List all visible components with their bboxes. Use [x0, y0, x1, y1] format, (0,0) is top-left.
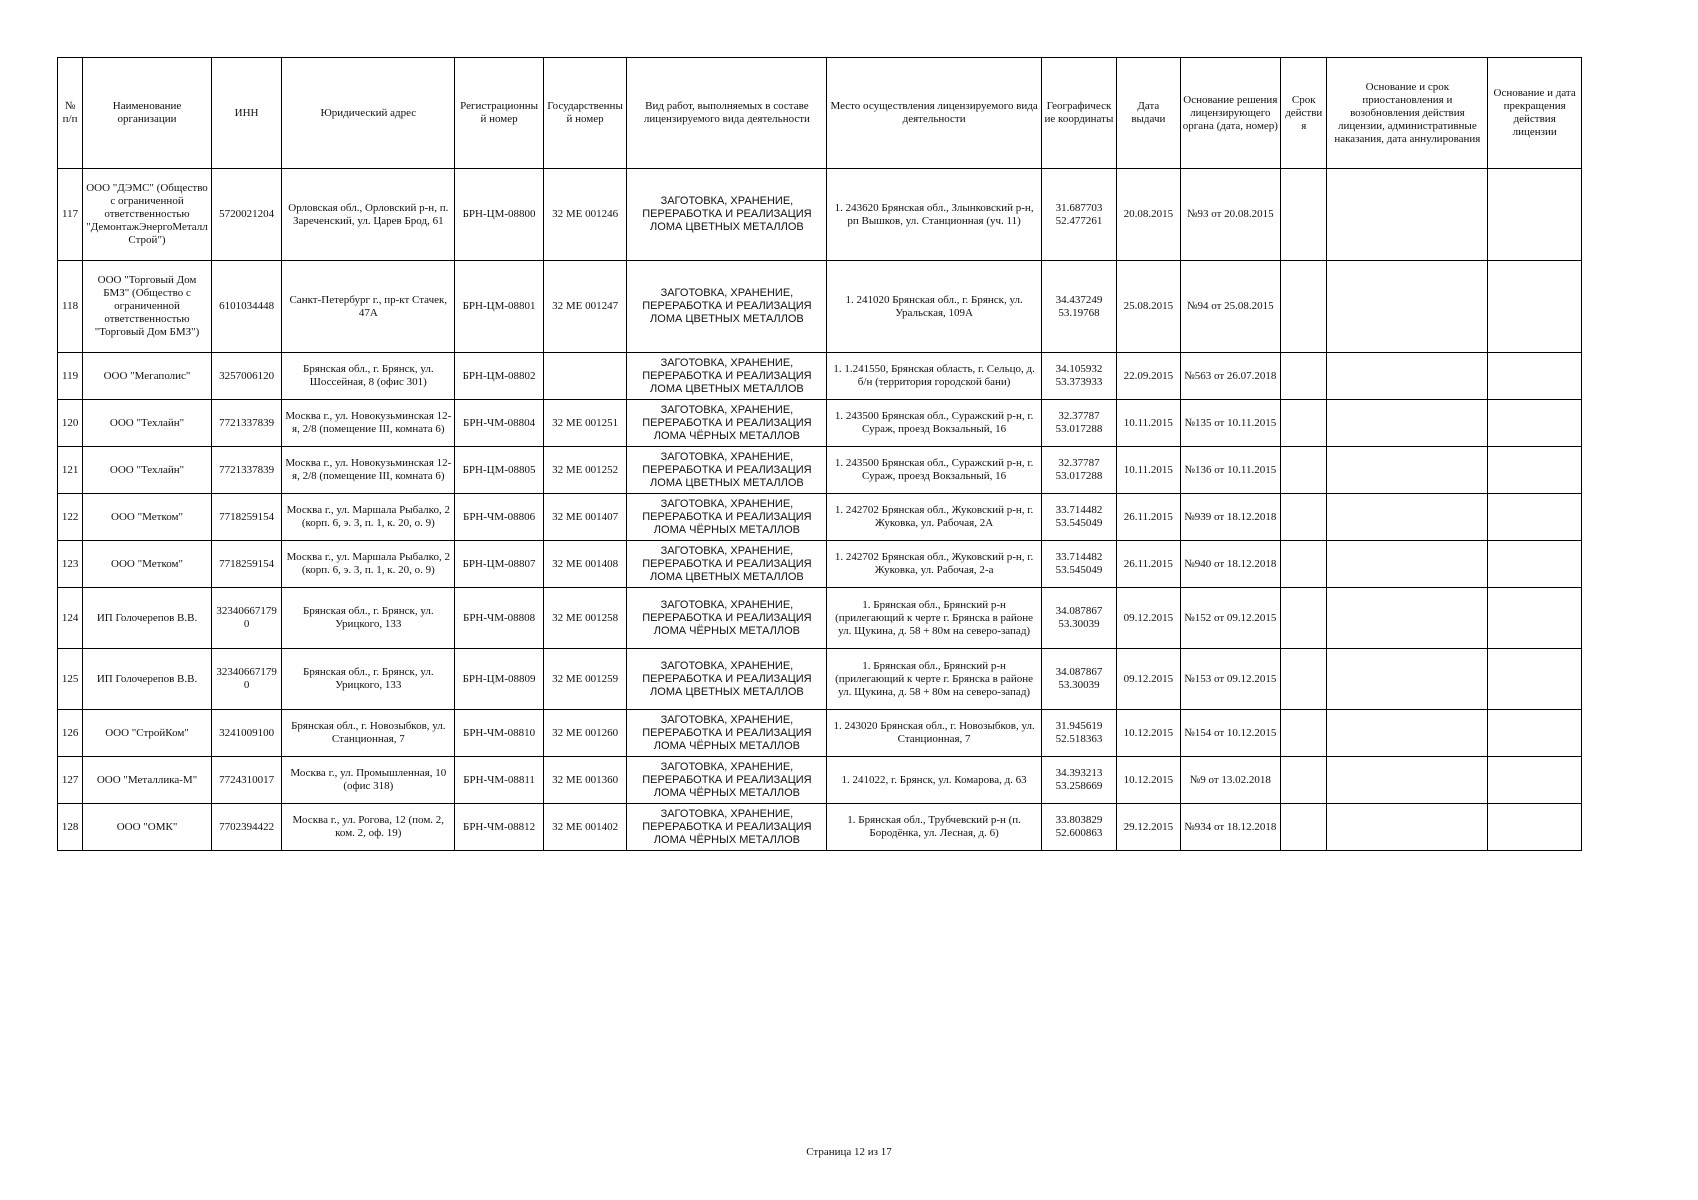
cell-num: 125 — [58, 649, 83, 710]
cell-date: 09.12.2015 — [1117, 588, 1180, 649]
cell-term — [1281, 541, 1327, 588]
cell-coords: 33.714482 53.545049 — [1041, 494, 1116, 541]
cell-org: ООО "СтройКом" — [83, 710, 212, 757]
header-date: Дата выдачи — [1117, 58, 1180, 169]
cell-date: 10.12.2015 — [1117, 757, 1180, 804]
cell-coords: 34.393213 53.258669 — [1041, 757, 1116, 804]
cell-org: ИП Голочерепов В.В. — [83, 588, 212, 649]
cell-kind: ЗАГОТОВКА, ХРАНЕНИЕ, ПЕРЕРАБОТКА И РЕАЛИЗАЦИЯ ЛОМА ЦВЕТНЫХ МЕТАЛЛОВ — [627, 261, 827, 353]
cell-term — [1281, 447, 1327, 494]
cell-num: 123 — [58, 541, 83, 588]
cell-num: 118 — [58, 261, 83, 353]
cell-suspend — [1327, 494, 1488, 541]
cell-date: 10.11.2015 — [1117, 400, 1180, 447]
cell-inn: 6101034448 — [211, 261, 281, 353]
cell-coords: 33.803829 52.600863 — [1041, 804, 1116, 851]
cell-inn: 3241009100 — [211, 710, 281, 757]
cell-address: Москва г., ул. Новокузьминская 12-я, 2/8 (помещение III, комната 6) — [282, 400, 455, 447]
cell-address: Москва г., ул. Маршала Рыбалко, 2 (корп. 6, э. 3, п. 1, к. 20, о. 9) — [282, 541, 455, 588]
header-num: № п/п — [58, 58, 83, 169]
cell-state: 32 МЕ 001252 — [543, 447, 626, 494]
cell-place: 1. Брянская обл., Брянский р-н (прилегающий к черте г. Брянска в районе ул. Щукина, д. 58 + 80м на северо-запад) — [827, 649, 1041, 710]
cell-stop — [1488, 400, 1582, 447]
cell-basis: №152 от 09.12.2015 — [1180, 588, 1281, 649]
cell-suspend — [1327, 353, 1488, 400]
cell-org: ООО "ОМК" — [83, 804, 212, 851]
cell-stop — [1488, 494, 1582, 541]
cell-reg: БРН-ЧМ-08806 — [455, 494, 544, 541]
cell-coords: 31.687703 52.477261 — [1041, 169, 1116, 261]
cell-org: ООО "Торговый Дом БМЗ" (Общество с ограниченной ответственностью "Торговый Дом БМЗ") — [83, 261, 212, 353]
cell-address: Брянская обл., г. Брянск, ул. Шоссейная, 8 (офис 301) — [282, 353, 455, 400]
cell-place: 1. 1.241550, Брянская область, г. Сельцо, д. б/н (территория городской бани) — [827, 353, 1041, 400]
cell-num: 127 — [58, 757, 83, 804]
cell-reg: БРН-ЧМ-08811 — [455, 757, 544, 804]
table-row — [58, 261, 1582, 353]
cell-reg: БРН-ЦМ-08807 — [455, 541, 544, 588]
cell-stop — [1488, 757, 1582, 804]
cell-org: ООО "ДЭМС" (Общество с ограниченной ответственностью "ДемонтажЭнергоМеталлСтрой") — [83, 169, 212, 261]
cell-reg: БРН-ЦМ-08802 — [455, 353, 544, 400]
cell-basis: №9 от 13.02.2018 — [1180, 757, 1281, 804]
cell-suspend — [1327, 588, 1488, 649]
cell-inn: 5720021204 — [211, 169, 281, 261]
table-row — [58, 447, 1582, 494]
cell-basis: №934 от 18.12.2018 — [1180, 804, 1281, 851]
cell-num: 119 — [58, 353, 83, 400]
cell-basis: №94 от 25.08.2015 — [1180, 261, 1281, 353]
cell-state: 32 МЕ 001251 — [543, 400, 626, 447]
header-org: Наименование организации — [83, 58, 212, 169]
cell-state: 32 МЕ 001407 — [543, 494, 626, 541]
cell-term — [1281, 261, 1327, 353]
cell-inn: 323406671790 — [211, 588, 281, 649]
cell-place: 1. 243500 Брянская обл., Суражский р-н, г. Сураж, проезд Вокзальный, 16 — [827, 400, 1041, 447]
cell-reg: БРН-ЦМ-08805 — [455, 447, 544, 494]
table-row — [58, 649, 1582, 710]
cell-term — [1281, 169, 1327, 261]
header-basis: Основание решения лицензирующего органа (дата, номер) — [1180, 58, 1281, 169]
cell-place: 1. 243020 Брянская обл., г. Новозыбков, ул. Станционная, 7 — [827, 710, 1041, 757]
table-row — [58, 541, 1582, 588]
cell-term — [1281, 494, 1327, 541]
page-number-footer: Страница 12 из 17 — [806, 1146, 892, 1158]
cell-term — [1281, 353, 1327, 400]
cell-date: 29.12.2015 — [1117, 804, 1180, 851]
cell-state — [543, 353, 626, 400]
table-row — [58, 169, 1582, 261]
cell-suspend — [1327, 710, 1488, 757]
cell-basis: №154 от 10.12.2015 — [1180, 710, 1281, 757]
cell-org: ООО "Метком" — [83, 541, 212, 588]
cell-inn: 7718259154 — [211, 494, 281, 541]
cell-stop — [1488, 804, 1582, 851]
cell-date: 10.12.2015 — [1117, 710, 1180, 757]
cell-state: 32 МЕ 001408 — [543, 541, 626, 588]
cell-inn: 7721337839 — [211, 400, 281, 447]
cell-place: 1. 243500 Брянская обл., Суражский р-н, г. Сураж, проезд Вокзальный, 16 — [827, 447, 1041, 494]
cell-org: ООО "Техлайн" — [83, 400, 212, 447]
cell-state: 32 МЕ 001360 — [543, 757, 626, 804]
cell-date: 26.11.2015 — [1117, 494, 1180, 541]
cell-num: 124 — [58, 588, 83, 649]
cell-suspend — [1327, 757, 1488, 804]
cell-place: 1. 242702 Брянская обл., Жуковский р-н, г. Жуковка, ул. Рабочая, 2А — [827, 494, 1041, 541]
table-row — [58, 494, 1582, 541]
cell-address: Санкт-Петербург г., пр-кт Стачек, 47А — [282, 261, 455, 353]
header-suspend: Основание и срок приостановления и возобновления действия лицензии, административные наказания, дата аннулирования — [1327, 58, 1488, 169]
cell-date: 26.11.2015 — [1117, 541, 1180, 588]
cell-address: Москва г., ул. Новокузьминская 12-я, 2/8 (помещение III, комната 6) — [282, 447, 455, 494]
cell-inn: 7702394422 — [211, 804, 281, 851]
cell-place: 1. 241022, г. Брянск, ул. Комарова, д. 63 — [827, 757, 1041, 804]
cell-coords: 34.087867 53.30039 — [1041, 588, 1116, 649]
cell-term — [1281, 757, 1327, 804]
cell-suspend — [1327, 169, 1488, 261]
cell-term — [1281, 400, 1327, 447]
cell-stop — [1488, 353, 1582, 400]
cell-state: 32 МЕ 001247 — [543, 261, 626, 353]
cell-kind: ЗАГОТОВКА, ХРАНЕНИЕ, ПЕРЕРАБОТКА И РЕАЛИЗАЦИЯ ЛОМА ЧЁРНЫХ МЕТАЛЛОВ — [627, 588, 827, 649]
cell-kind: ЗАГОТОВКА, ХРАНЕНИЕ, ПЕРЕРАБОТКА И РЕАЛИЗАЦИЯ ЛОМА ЧЁРНЫХ МЕТАЛЛОВ — [627, 710, 827, 757]
cell-term — [1281, 710, 1327, 757]
cell-basis: №153 от 09.12.2015 — [1180, 649, 1281, 710]
cell-place: 1. Брянская обл., Брянский р-н (прилегающий к черте г. Брянска в районе ул. Щукина, д. 58 + 80м на северо-запад) — [827, 588, 1041, 649]
cell-state: 32 МЕ 001259 — [543, 649, 626, 710]
header-kind: Вид работ, выполняемых в составе лицензируемого вида деятельности — [627, 58, 827, 169]
cell-term — [1281, 588, 1327, 649]
cell-org: ИП Голочерепов В.В. — [83, 649, 212, 710]
cell-term — [1281, 804, 1327, 851]
cell-inn: 3257006120 — [211, 353, 281, 400]
cell-basis: №93 от 20.08.2015 — [1180, 169, 1281, 261]
cell-kind: ЗАГОТОВКА, ХРАНЕНИЕ, ПЕРЕРАБОТКА И РЕАЛИЗАЦИЯ ЛОМА ЦВЕТНЫХ МЕТАЛЛОВ — [627, 169, 827, 261]
header-place: Место осуществления лицензируемого вида деятельности — [827, 58, 1041, 169]
cell-inn: 7721337839 — [211, 447, 281, 494]
table-row — [58, 804, 1582, 851]
cell-basis: №135 от 10.11.2015 — [1180, 400, 1281, 447]
cell-stop — [1488, 649, 1582, 710]
cell-place: 1. 243620 Брянская обл., Злынковский р-н, рп Вышков, ул. Станционная (уч. 11) — [827, 169, 1041, 261]
cell-reg: БРН-ЧМ-08804 — [455, 400, 544, 447]
cell-coords: 32.37787 53.017288 — [1041, 447, 1116, 494]
cell-reg: БРН-ЧМ-08808 — [455, 588, 544, 649]
cell-num: 122 — [58, 494, 83, 541]
cell-org: ООО "Мегаполис" — [83, 353, 212, 400]
cell-kind: ЗАГОТОВКА, ХРАНЕНИЕ, ПЕРЕРАБОТКА И РЕАЛИЗАЦИЯ ЛОМА ЦВЕТНЫХ МЕТАЛЛОВ — [627, 649, 827, 710]
cell-org: ООО "Метком" — [83, 494, 212, 541]
cell-kind: ЗАГОТОВКА, ХРАНЕНИЕ, ПЕРЕРАБОТКА И РЕАЛИЗАЦИЯ ЛОМА ЧЁРНЫХ МЕТАЛЛОВ — [627, 757, 827, 804]
cell-kind: ЗАГОТОВКА, ХРАНЕНИЕ, ПЕРЕРАБОТКА И РЕАЛИЗАЦИЯ ЛОМА ЦВЕТНЫХ МЕТАЛЛОВ — [627, 353, 827, 400]
table-row — [58, 353, 1582, 400]
header-coords: Географические координаты — [1041, 58, 1116, 169]
header-stop: Основание и дата прекращения действия лицензии — [1488, 58, 1582, 169]
cell-coords: 34.087867 53.30039 — [1041, 649, 1116, 710]
cell-stop — [1488, 710, 1582, 757]
cell-kind: ЗАГОТОВКА, ХРАНЕНИЕ, ПЕРЕРАБОТКА И РЕАЛИЗАЦИЯ ЛОМА ЧЁРНЫХ МЕТАЛЛОВ — [627, 494, 827, 541]
cell-reg: БРН-ЦМ-08809 — [455, 649, 544, 710]
cell-stop — [1488, 588, 1582, 649]
cell-place: 1. 241020 Брянская обл., г. Брянск, ул. Уральская, 109А — [827, 261, 1041, 353]
cell-suspend — [1327, 400, 1488, 447]
cell-address: Брянская обл., г. Брянск, ул. Урицкого, 133 — [282, 649, 455, 710]
cell-reg: БРН-ЧМ-08810 — [455, 710, 544, 757]
cell-coords: 34.105932 53.373933 — [1041, 353, 1116, 400]
cell-coords: 34.437249 53.19768 — [1041, 261, 1116, 353]
cell-date: 10.11.2015 — [1117, 447, 1180, 494]
cell-kind: ЗАГОТОВКА, ХРАНЕНИЕ, ПЕРЕРАБОТКА И РЕАЛИЗАЦИЯ ЛОМА ЦВЕТНЫХ МЕТАЛЛОВ — [627, 447, 827, 494]
cell-address: Москва г., ул. Промышленная, 10 (офис 318) — [282, 757, 455, 804]
cell-suspend — [1327, 261, 1488, 353]
license-registry-table — [57, 57, 1582, 851]
cell-date: 22.09.2015 — [1117, 353, 1180, 400]
table-header-row — [58, 58, 1582, 169]
cell-kind: ЗАГОТОВКА, ХРАНЕНИЕ, ПЕРЕРАБОТКА И РЕАЛИЗАЦИЯ ЛОМА ЧЁРНЫХ МЕТАЛЛОВ — [627, 804, 827, 851]
table-row — [58, 400, 1582, 447]
cell-org: ООО "Металлика-М" — [83, 757, 212, 804]
header-inn: ИНН — [211, 58, 281, 169]
cell-basis: №939 от 18.12.2018 — [1180, 494, 1281, 541]
cell-suspend — [1327, 649, 1488, 710]
cell-inn: 323406671790 — [211, 649, 281, 710]
cell-date: 25.08.2015 — [1117, 261, 1180, 353]
cell-suspend — [1327, 541, 1488, 588]
header-address: Юридический адрес — [282, 58, 455, 169]
cell-num: 120 — [58, 400, 83, 447]
cell-state: 32 МЕ 001260 — [543, 710, 626, 757]
table-row — [58, 710, 1582, 757]
cell-stop — [1488, 447, 1582, 494]
cell-basis: №136 от 10.11.2015 — [1180, 447, 1281, 494]
cell-place: 1. Брянская обл., Трубчевский р-н (п. Бородёнка, ул. Лесная, д. 6) — [827, 804, 1041, 851]
cell-stop — [1488, 169, 1582, 261]
table-body — [58, 169, 1582, 851]
cell-basis: №563 от 26.07.2018 — [1180, 353, 1281, 400]
cell-stop — [1488, 261, 1582, 353]
cell-reg: БРН-ЦМ-08800 — [455, 169, 544, 261]
cell-num: 128 — [58, 804, 83, 851]
cell-state: 32 МЕ 001258 — [543, 588, 626, 649]
cell-address: Брянская обл., г. Брянск, ул. Урицкого, 133 — [282, 588, 455, 649]
cell-address: Орловская обл., Орловский р-н, п. Зареченский, ул. Царев Брод, 61 — [282, 169, 455, 261]
cell-state: 32 МЕ 001246 — [543, 169, 626, 261]
header-state: Государственный номер — [543, 58, 626, 169]
cell-term — [1281, 649, 1327, 710]
cell-reg: БРН-ЦМ-08801 — [455, 261, 544, 353]
cell-date: 20.08.2015 — [1117, 169, 1180, 261]
cell-coords: 31.945619 52.518363 — [1041, 710, 1116, 757]
header-reg: Регистрационный номер — [455, 58, 544, 169]
cell-coords: 32.37787 53.017288 — [1041, 400, 1116, 447]
cell-kind: ЗАГОТОВКА, ХРАНЕНИЕ, ПЕРЕРАБОТКА И РЕАЛИЗАЦИЯ ЛОМА ЧЁРНЫХ МЕТАЛЛОВ — [627, 400, 827, 447]
cell-inn: 7724310017 — [211, 757, 281, 804]
cell-coords: 33.714482 53.545049 — [1041, 541, 1116, 588]
cell-date: 09.12.2015 — [1117, 649, 1180, 710]
cell-address: Москва г., ул. Маршала Рыбалко, 2 (корп. 6, э. 3, п. 1, к. 20, о. 9) — [282, 494, 455, 541]
cell-basis: №940 от 18.12.2018 — [1180, 541, 1281, 588]
table-row — [58, 757, 1582, 804]
cell-num: 121 — [58, 447, 83, 494]
cell-num: 126 — [58, 710, 83, 757]
cell-state: 32 МЕ 001402 — [543, 804, 626, 851]
cell-place: 1. 242702 Брянская обл., Жуковский р-н, г. Жуковка, ул. Рабочая, 2-а — [827, 541, 1041, 588]
table-row — [58, 588, 1582, 649]
cell-suspend — [1327, 804, 1488, 851]
cell-org: ООО "Техлайн" — [83, 447, 212, 494]
cell-address: Москва г., ул. Рогова, 12 (пом. 2, ком. 2, оф. 19) — [282, 804, 455, 851]
header-term: Срок действия — [1281, 58, 1327, 169]
cell-reg: БРН-ЧМ-08812 — [455, 804, 544, 851]
cell-num: 117 — [58, 169, 83, 261]
cell-stop — [1488, 541, 1582, 588]
cell-address: Брянская обл., г. Новозыбков, ул. Станционная, 7 — [282, 710, 455, 757]
cell-kind: ЗАГОТОВКА, ХРАНЕНИЕ, ПЕРЕРАБОТКА И РЕАЛИЗАЦИЯ ЛОМА ЦВЕТНЫХ МЕТАЛЛОВ — [627, 541, 827, 588]
cell-suspend — [1327, 447, 1488, 494]
cell-inn: 7718259154 — [211, 541, 281, 588]
